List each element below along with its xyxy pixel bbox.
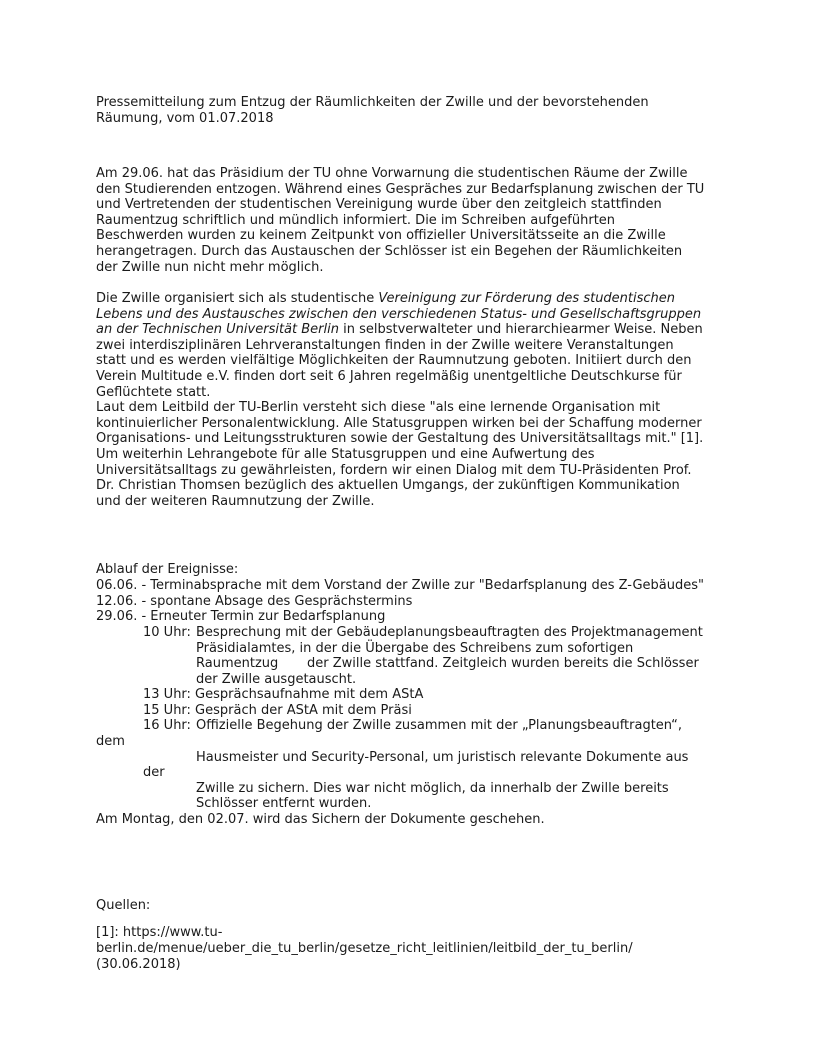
event-time: 16 Uhr: — [143, 718, 191, 733]
paragraph-line: der Zwille nun nicht mehr möglich. — [96, 259, 324, 275]
paragraph-line: den Studierenden entzogen. Während eines Gespräches zur Bedarfsplanung zwischen der TU — [96, 181, 705, 197]
paragraph-line: Raumentzug schriftlich und mündlich informiert. Die im Schreiben aufgeführten — [96, 212, 616, 228]
paragraph-line: Dr. Christian Thomsen bezüglich des aktuellen Umgangs, der zukünftigen Kommunikation — [96, 478, 680, 494]
paragraph-text: Die Zwille organisiert sich als studentische — [96, 291, 379, 306]
paragraph-line: Am 29.06. hat das Präsidium der TU ohne Vorwarnung die studentischen Räume der Zwille — [96, 166, 688, 181]
paragraph-line: Um weiterhin Lehrangebote für alle Statusgruppen und eine Aufwertung des — [96, 446, 595, 462]
event-text: Besprechung mit der Gebäudeplanungsbeauftragten des Projektmanagement — [196, 625, 703, 640]
event-entry: 15 Uhr: Gespräch der AStA mit dem Präsi — [143, 703, 412, 718]
title-line-2: Räumung, vom 01.07.2018 — [96, 110, 274, 126]
paragraph-line: statt und es werden vielfältige Möglichkeiten der Raumnutzung geboten. Initiiert durch den — [96, 353, 692, 369]
paragraph-2 — [96, 291, 736, 509]
source-date: (30.06.2018) — [96, 957, 181, 972]
event-text: der Zwille ausgetauscht. — [196, 672, 357, 687]
paragraph-text: in selbstverwalteter und hierarchiearmer Weise. Neben — [338, 322, 703, 338]
paragraph-line: herangetragen. Durch das Austauschen der Schlösser ist ein Begehen der Räumlichkeiten — [96, 243, 683, 259]
timeline-final-note: Am Montag, den 02.07. wird das Sichern der Dokumente geschehen. — [96, 812, 545, 827]
event-text: Hausmeister und Security-Personal, um juristisch relevante Dokumente aus — [196, 750, 689, 765]
event-text: Schlösser entfernt wurden. — [196, 796, 372, 811]
timeline-date-entry: 29.06. - Erneuter Termin zur Bedarfsplanung — [96, 609, 386, 624]
event-entry: 13 Uhr: Gesprächsaufnahme mit dem AStA — [143, 687, 424, 702]
association-name-emphasis: Lebens und des Austausches zwischen den verschiedenen Status- und Gesellschaftsgruppen — [96, 306, 702, 322]
event-text: der Zwille stattfand. Zeitgleich wurden bereits die Schlösser — [307, 656, 699, 671]
paragraph-line: Verein Multitude e.V. finden dort seit 6 Jahren regelmäßig unentgeltliche Deutschkurse für — [96, 368, 682, 384]
paragraph-line — [96, 307, 736, 323]
paragraph-line — [96, 322, 736, 338]
press-release-title — [96, 95, 736, 126]
paragraph-line — [96, 291, 736, 307]
event-text: der — [143, 765, 165, 780]
paragraph-line: Geflüchtete statt. — [96, 384, 211, 400]
event-time: 10 Uhr: — [143, 625, 191, 640]
source-url[interactable]: berlin.de/menue/ueber_die_tu_berlin/gesetze_richt_leitlinien/leitbild_der_tu_berlin/ — [96, 941, 633, 956]
paragraph-line: und Vertretenden der studentischen Vereinigung wurde über den zeitgleich stattfinden — [96, 197, 662, 213]
event-text: Raumentzug — [196, 656, 279, 671]
paragraph-line: und der weiteren Raumnutzung der Zwille. — [96, 493, 375, 509]
paragraph-line: zwei interdisziplinären Lehrveranstaltungen finden in der Zwille weitere Veranstaltungen — [96, 337, 674, 353]
paragraph-line: Beschwerden wurden zu keinem Zeitpunkt von offizieller Universitätsseite an die Zwille — [96, 228, 666, 244]
sources-heading: Quellen: — [96, 898, 151, 913]
association-name-emphasis: Vereinigung zur Förderung des studentischen — [378, 291, 676, 306]
timeline-heading: Ablauf der Ereignisse: — [96, 562, 239, 577]
paragraph-1 — [96, 166, 736, 275]
timeline-date-entry: 06.06. - Terminabsprache mit dem Vorstand der Zwille zur "Bedarfsplanung des Z-Gebäudes" — [96, 578, 704, 593]
paragraph-line: Organisations- und Leitungsstrukturen sowie der Gestaltung des Universitätsalltags mit." [1]. — [96, 431, 704, 447]
paragraph-line: Universitätsalltags zu gewährleisten, fordern wir einen Dialog mit dem TU-Präsidenten Prof. — [96, 462, 692, 478]
paragraph-line: Laut dem Leitbild der TU-Berlin versteht sich diese "als eine lernende Organisation mit — [96, 400, 661, 416]
paragraph-line: kontinuierlicher Personalentwicklung. Alle Statusgruppen wirken bei der Schaffung moderner — [96, 415, 702, 431]
event-text: Offizielle Begehung der Zwille zusammen mit der „Planungsbeauftragten“, — [196, 718, 682, 733]
event-text: Präsidialamtes, in der die Übergabe des Schreibens zum sofortigen — [196, 641, 634, 656]
source-citation: [1]: https://www.tu- — [96, 925, 223, 940]
association-name-emphasis: an der Technischen Universität Berlin — [96, 322, 339, 338]
title-line-1: Pressemitteilung zum Entzug der Räumlichkeiten der Zwille und der bevorstehenden — [96, 95, 649, 110]
event-text: dem — [96, 734, 125, 749]
event-text: Zwille zu sichern. Dies war nicht möglich, da innerhalb der Zwille bereits — [196, 781, 669, 796]
timeline-date-entry: 12.06. - spontane Absage des Gesprächstermins — [96, 594, 413, 609]
